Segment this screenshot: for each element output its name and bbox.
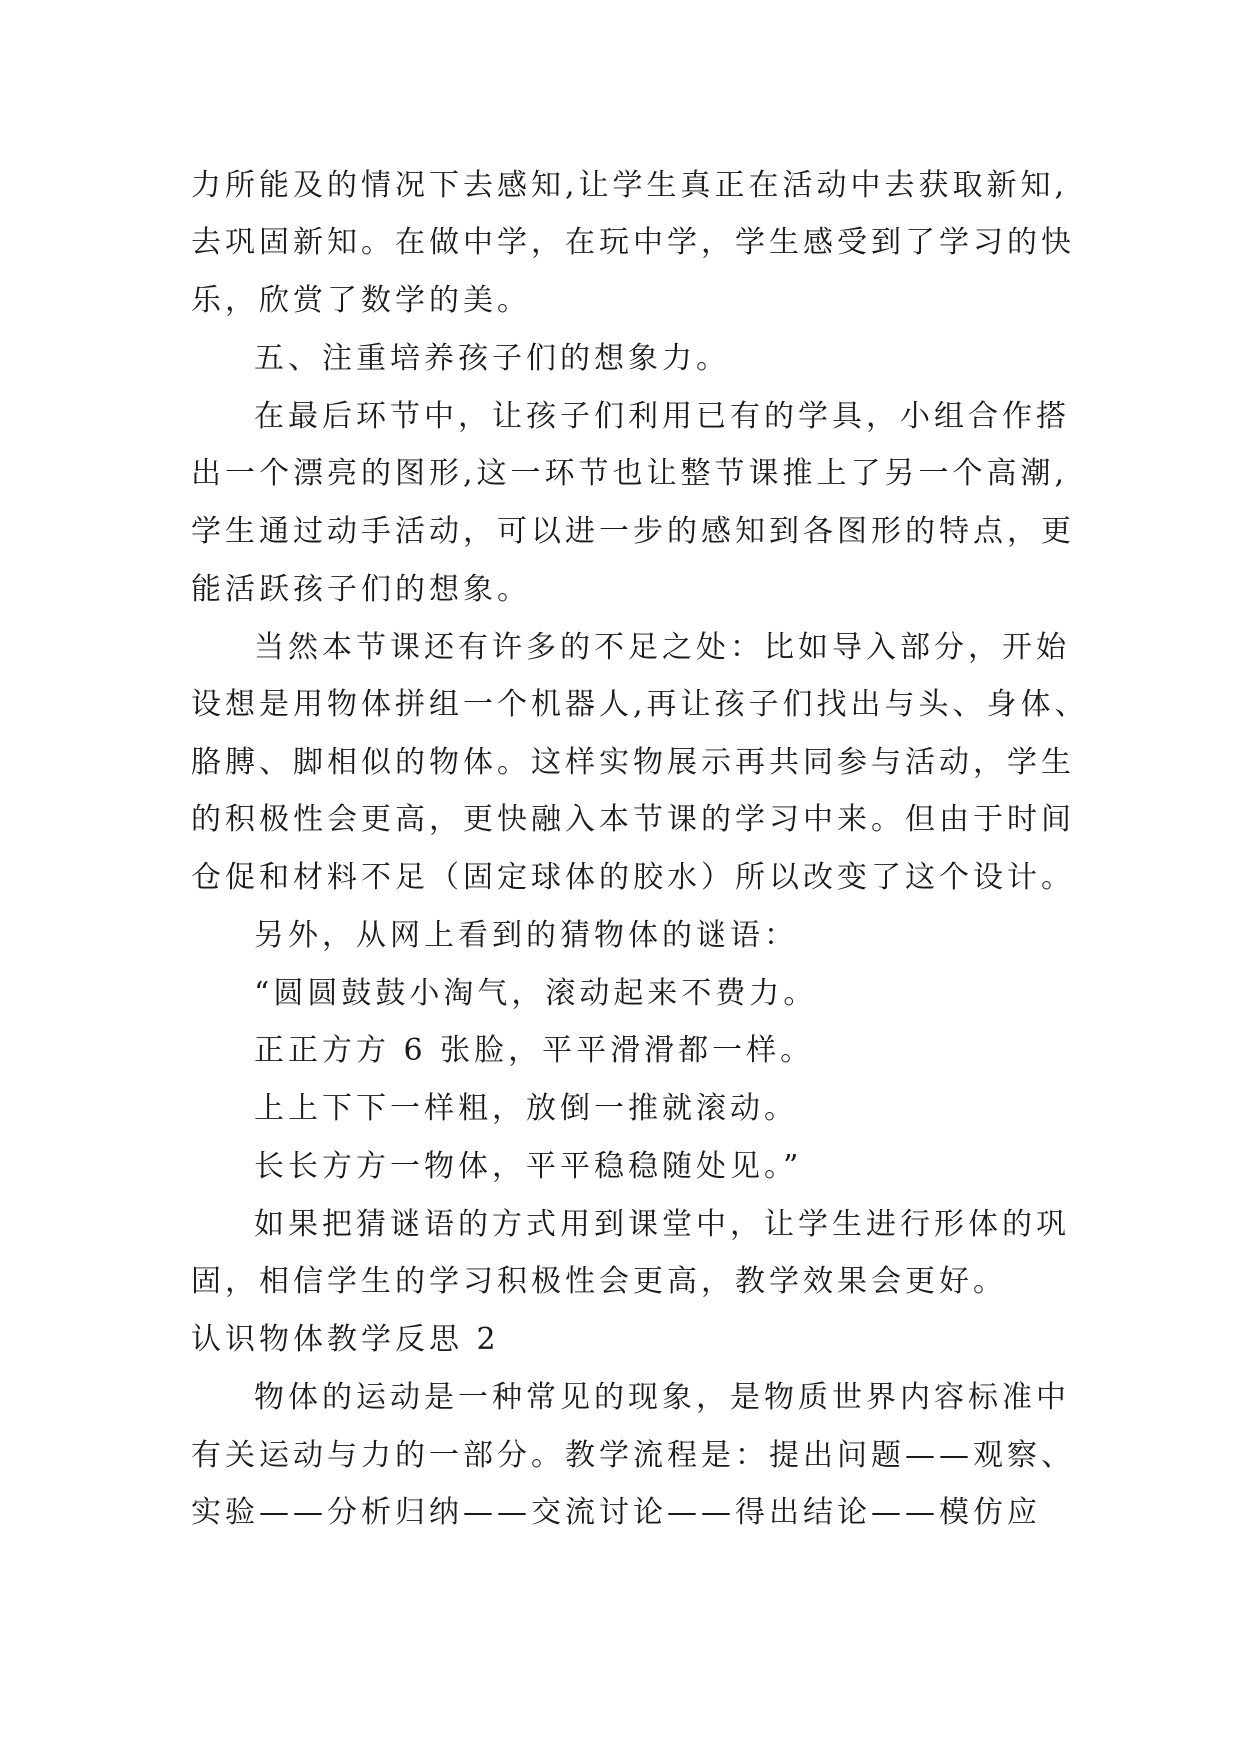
text-line: 设想是用物体拼组一个机器人,再让孩子们找出与头、身体、 [191,687,1089,722]
text-line: 在最后环节中，让孩子们利用已有的学具，小组合作搭 [254,399,1070,434]
riddle-line: “圆圆鼓鼓小淘气，滚动起来不费力。 [254,976,818,1011]
text-line: 力所能及的情况下去感知,让学生真正在活动中去获取新知, [191,168,1069,203]
riddle-line: 上上下下一样粗，放倒一推就滚动。 [254,1091,798,1126]
text-line: 能活跃孩子们的想象。 [191,572,531,607]
text-line: 另外，从网上看到的猜物体的谜语： [254,918,798,953]
text-line: 出一个漂亮的图形,这一环节也让整节课推上了另一个高潮, [191,456,1069,491]
text-line: 物体的运动是一种常见的现象，是物质世界内容标准中 [254,1380,1070,1415]
text-line: 乐，欣赏了数学的美。 [191,283,531,318]
text-line: 的积极性会更高，更快融入本节课的学习中来。但由于时间 [191,802,1075,837]
text-line: 实验——分析归纳——交流讨论——得出结论——模仿应 [191,1495,1041,1530]
riddle-line: 正正方方 6 张脸，平平滑滑都一样。 [254,1033,815,1068]
text-line: 当然本节课还有许多的不足之处：比如导入部分，开始 [254,630,1070,665]
text-line: 固，相信学生的学习积极性会更高，教学效果会更好。 [191,1264,1007,1299]
section-title: 认识物体教学反思 2 [191,1322,500,1357]
text-line: 如果把猜谜语的方式用到课堂中，让学生进行形体的巩 [254,1207,1070,1242]
section-heading: 五、注重培养孩子们的想象力。 [254,341,730,376]
text-line: 仓促和材料不足（固定球体的胶水）所以改变了这个设计。 [191,860,1075,895]
riddle-line: 长长方方一物体，平平稳稳随处见。” [254,1149,803,1184]
text-line: 去巩固新知。在做中学，在玩中学，学生感受到了学习的快 [191,225,1075,260]
text-line: 有关运动与力的一部分。教学流程是：提出问题——观察、 [191,1438,1075,1473]
text-line: 学生通过动手活动，可以进一步的感知到各图形的特点，更 [191,514,1075,549]
text-line: 胳膊、脚相似的物体。这样实物展示再共同参与活动，学生 [191,745,1075,780]
